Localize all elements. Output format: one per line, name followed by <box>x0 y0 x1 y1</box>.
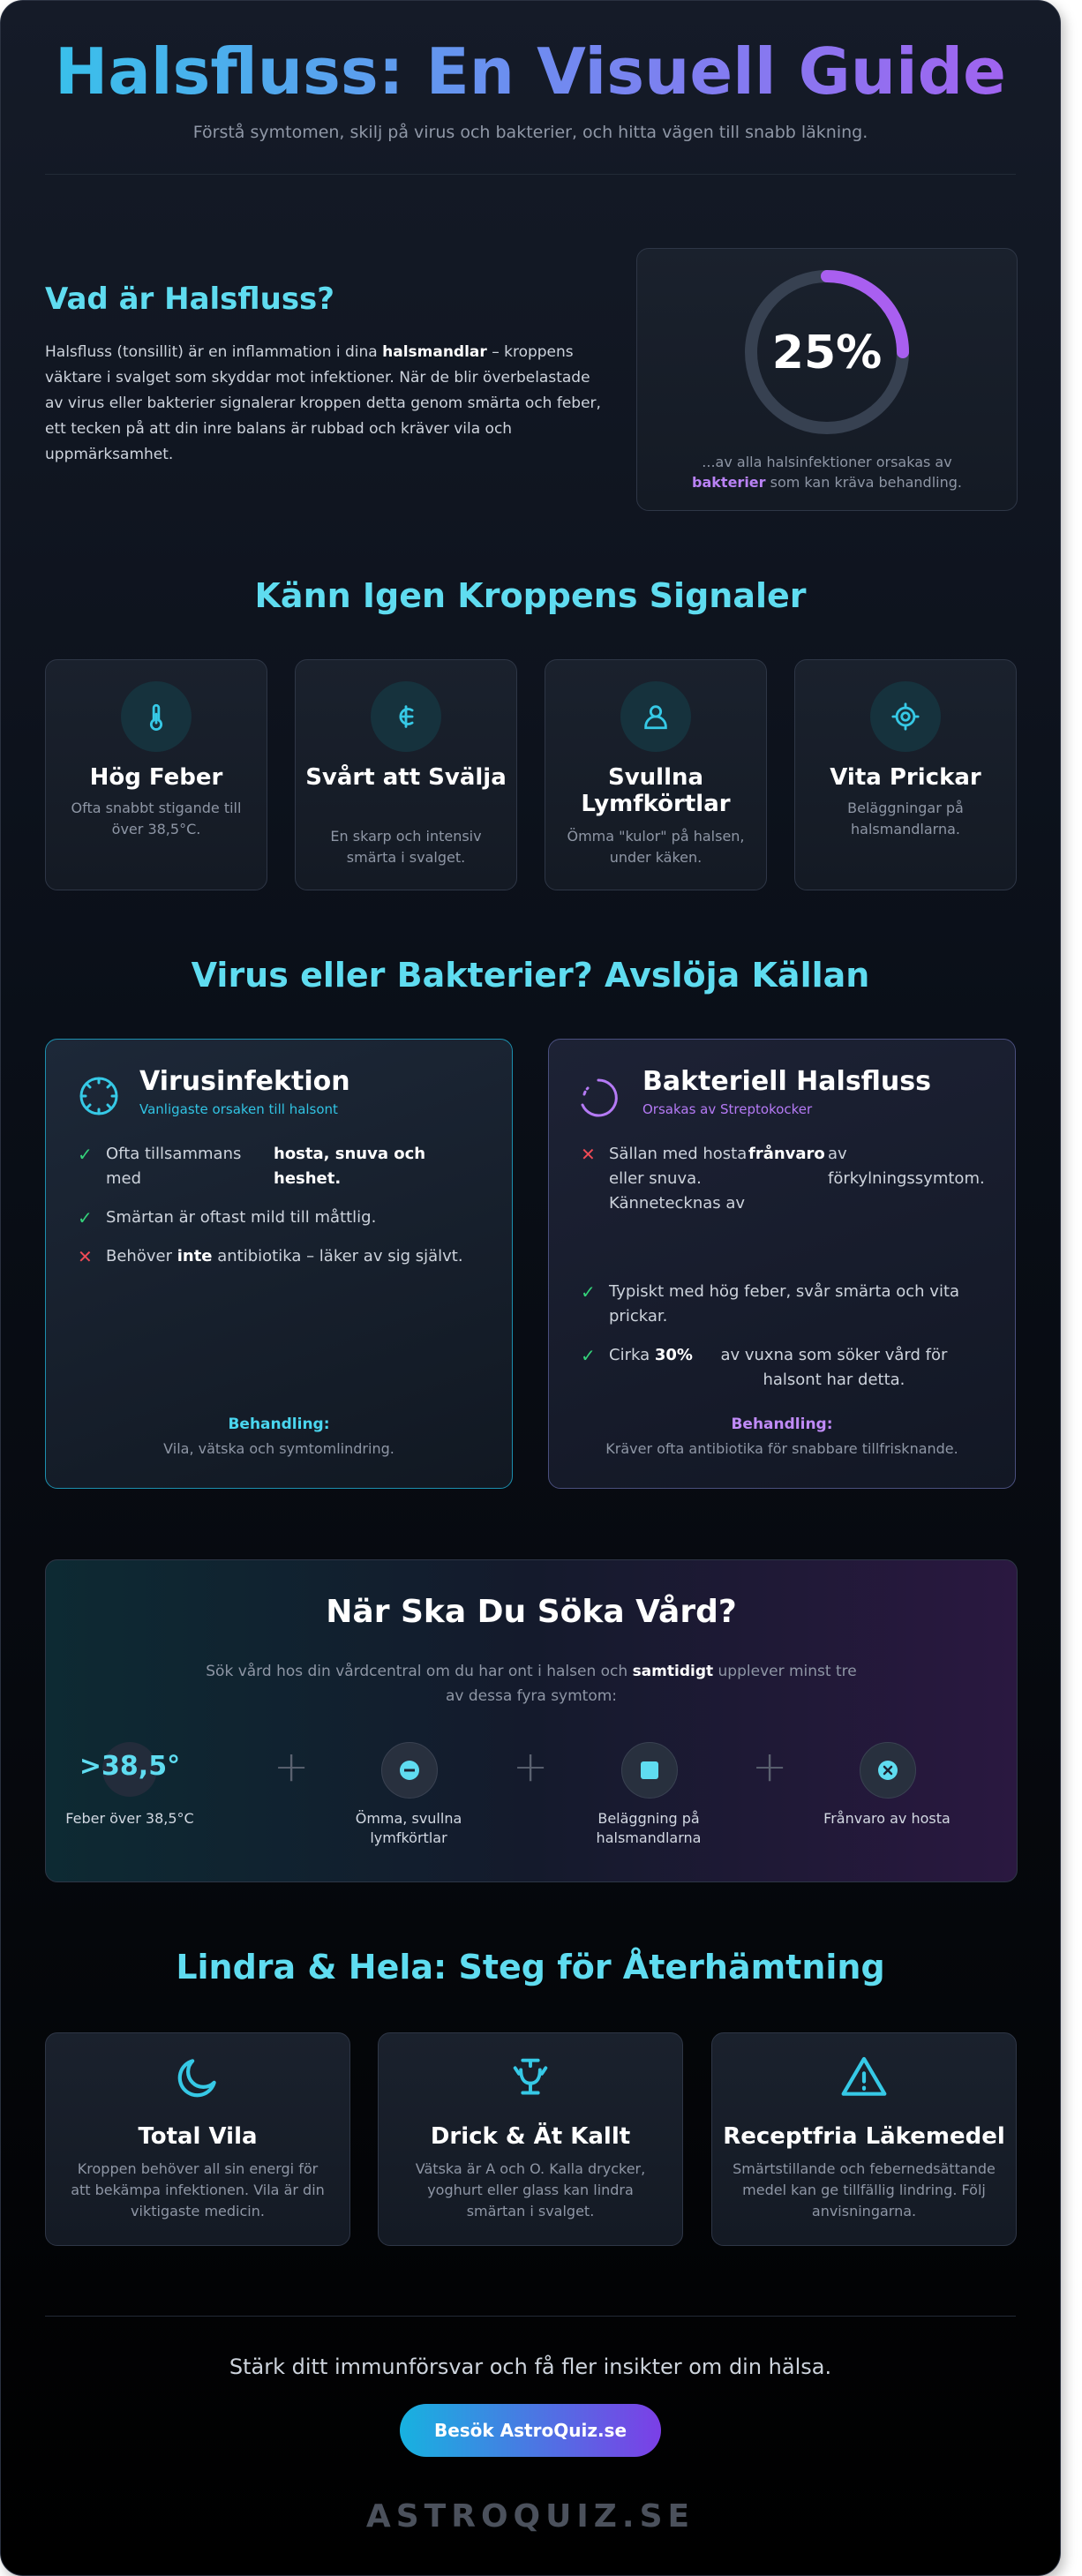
virus-list-item <box>78 1142 484 1191</box>
virus-card <box>45 1039 513 1489</box>
care-text <box>196 1659 867 1709</box>
plus-sign: + <box>513 1742 549 1791</box>
check-icon: ✓ <box>581 1345 596 1366</box>
symptom-card <box>45 659 267 890</box>
target-icon <box>870 681 941 752</box>
care-text-bold: samtidigt <box>632 1663 714 1680</box>
symptom-title: Hög Feber <box>89 764 223 791</box>
list-text: antibiotika – läker av sig självt. <box>212 1247 463 1265</box>
virus-treat-text: Vila, vätska och symtomlindring. <box>163 1440 394 1457</box>
recovery-card <box>378 2032 683 2246</box>
symptom-title: Svullna Lymfkörtlar <box>581 764 731 817</box>
visit-astroquiz-button[interactable]: Besök AstroQuiz.se <box>400 2404 661 2457</box>
intro-text <box>45 340 601 468</box>
bacteria-icon <box>575 1075 621 1124</box>
square-icon <box>621 1742 678 1799</box>
symptom-desc: Ofta snabbt stigande till över 38,5°C. <box>71 800 242 837</box>
x-circle-icon <box>860 1742 916 1799</box>
check-icon: ✓ <box>78 1207 93 1228</box>
list-text: Smärtan är oftast mild till måttlig. <box>106 1208 377 1227</box>
list-bold: frånvaro <box>748 1145 825 1163</box>
care-text-a: Sök vård hos din vårdcentral om du har ont i halsen och <box>206 1663 633 1680</box>
drink-icon <box>507 2053 553 2102</box>
list-text: Cirka <box>609 1346 655 1364</box>
bacteria-title: Bakteriell Halsfluss <box>642 1066 931 1097</box>
stat-caption-bold: bakterier <box>692 474 766 491</box>
page-subtitle: Förstå symtomen, skilj på virus och bakterier, och hitta vägen till snabb läkning. <box>192 123 868 142</box>
plus-sign: + <box>752 1742 788 1791</box>
page-title: Halsfluss: En Visuell Guide <box>1 34 1060 109</box>
bacteria-subtitle: Orsakas av Streptokocker <box>642 1101 813 1117</box>
bacteria-treat-text: Kräver ofta antibiotika för snabbare tillfrisknande. <box>605 1440 958 1457</box>
bacteria-list-item <box>581 1343 978 1393</box>
minus-circle-icon <box>381 1742 438 1799</box>
check-icon: ✓ <box>581 1281 596 1303</box>
stat-caption-b: som kan kräva behandling. <box>765 474 962 491</box>
virus-treat-label: Behandling: <box>228 1416 330 1433</box>
stat-caption <box>655 452 999 492</box>
compare-heading: Virus eller Bakterier? Avslöja Källan <box>191 956 870 995</box>
care-panel <box>45 1559 1018 1882</box>
care-heading: När Ska Du Söka Vård? <box>326 1594 737 1630</box>
symptom-title: Vita Prickar <box>830 764 981 791</box>
intro-text-b: – kroppens väktare i svalget som skyddar mot infektioner. När de blir överbelastade av virus eller bakterier signalerar kroppen detta genom smärta och feber, ett tecken på att din inre balans är rubbad och kräver vila och uppmärksamhet. <box>45 343 601 463</box>
symptom-title: Svårt att Svälja <box>305 764 507 791</box>
stat-caption-a: ...av alla halsinfektioner orsakas av <box>702 454 952 470</box>
fever-step-label: Feber över 38,5°C <box>65 1810 194 1827</box>
footer-brand: ASTROQUIZ.SE <box>365 2498 695 2535</box>
virus-subtitle: Vanligaste orsaken till halsont <box>139 1101 338 1117</box>
symptom-desc: Beläggningar på halsmandlarna. <box>847 800 964 837</box>
plus-sign: + <box>274 1742 310 1791</box>
list-text: av förkylningssymtom. <box>828 1145 985 1188</box>
moon-icon <box>173 2053 222 2106</box>
lymph-step-label: Ömma, svullna lymfkörtlar <box>355 1810 462 1846</box>
care-text-b: upplever minst tre av dessa fyra symtom: <box>445 1663 857 1705</box>
check-icon: ✓ <box>78 1144 93 1165</box>
thermometer-icon <box>121 681 192 752</box>
list-text: Sällan med hosta eller snuva. Kännetecknas av <box>609 1145 748 1213</box>
intro-heading: Vad är Halsfluss? <box>45 282 335 317</box>
recovery-desc: Vätska är A och O. Kalla drycker, yoghurt eller glass kan lindra smärtan i svalget. <box>415 2160 646 2219</box>
fever-step-value: >38,5° <box>79 1751 181 1782</box>
stat-value: 25% <box>771 327 883 379</box>
virus-title: Virusinfektion <box>139 1066 350 1097</box>
symptom-card <box>545 659 767 890</box>
list-text: Behöver <box>106 1247 177 1265</box>
symptoms-heading: Känn Igen Kroppens Signaler <box>254 576 807 615</box>
recovery-title: Drick & Ät Kallt <box>430 2123 631 2150</box>
list-bold: hosta, snuva och heshet. <box>274 1145 426 1188</box>
recovery-title: Total Vila <box>138 2123 258 2150</box>
list-text: Ofta tillsammans med <box>106 1145 242 1188</box>
recovery-desc: Smärtstillande och febernedsättande medel kan ge tillfällig lindring. Följ anvisningarna. <box>733 2160 996 2219</box>
cross-icon: ✕ <box>581 1144 596 1165</box>
list-text: Typiskt med hög feber, svår smärta och vita prickar. <box>609 1282 960 1326</box>
recovery-title: Receptfria Läkemedel <box>723 2123 1005 2150</box>
symptom-card <box>295 659 517 890</box>
list-bold: inte <box>177 1247 213 1265</box>
bacteria-list-item <box>581 1280 978 1329</box>
symptom-desc: En skarp och intensiv smärta i svalget. <box>330 828 482 866</box>
recovery-card <box>45 2032 350 2246</box>
recovery-card <box>711 2032 1017 2246</box>
list-bold: 30% <box>654 1346 693 1364</box>
cross-icon: ✕ <box>78 1246 93 1267</box>
swallow-icon <box>371 681 441 752</box>
intro-text-bold: halsmandlar <box>382 343 487 361</box>
coating-step-label: Beläggning på halsmandlarna <box>596 1810 702 1846</box>
bacteria-treat-label: Behandling: <box>731 1416 833 1433</box>
bacteria-card <box>548 1039 1016 1489</box>
stat-card <box>636 248 1018 511</box>
symptom-card <box>794 659 1017 890</box>
divider <box>45 2316 1016 2317</box>
warning-icon <box>839 2053 889 2106</box>
footer-text: Stärk ditt immunförsvar och få fler insikter om din hälsa. <box>229 2354 832 2379</box>
recovery-heading: Lindra & Hela: Steg för Återhämtning <box>176 1948 885 1986</box>
cough-step-label: Frånvaro av hosta <box>823 1810 951 1827</box>
divider <box>45 174 1016 175</box>
virus-list-item <box>78 1205 484 1230</box>
intro-text-a: Halsfluss (tonsillit) är en inflammation i dina <box>45 343 383 361</box>
recovery-desc: Kroppen behöver all sin energi för att bekämpa infektionen. Vila är din viktigaste medicin. <box>71 2160 325 2219</box>
symptom-desc: Ömma "kulor" på halsen, under käken. <box>567 828 745 866</box>
list-text: av vuxna som söker vård för halsont har detta. <box>720 1346 948 1389</box>
user-icon <box>620 681 691 752</box>
bacteria-list-item <box>581 1142 996 1216</box>
virus-list-item <box>78 1244 492 1269</box>
virus-icon <box>78 1075 120 1121</box>
